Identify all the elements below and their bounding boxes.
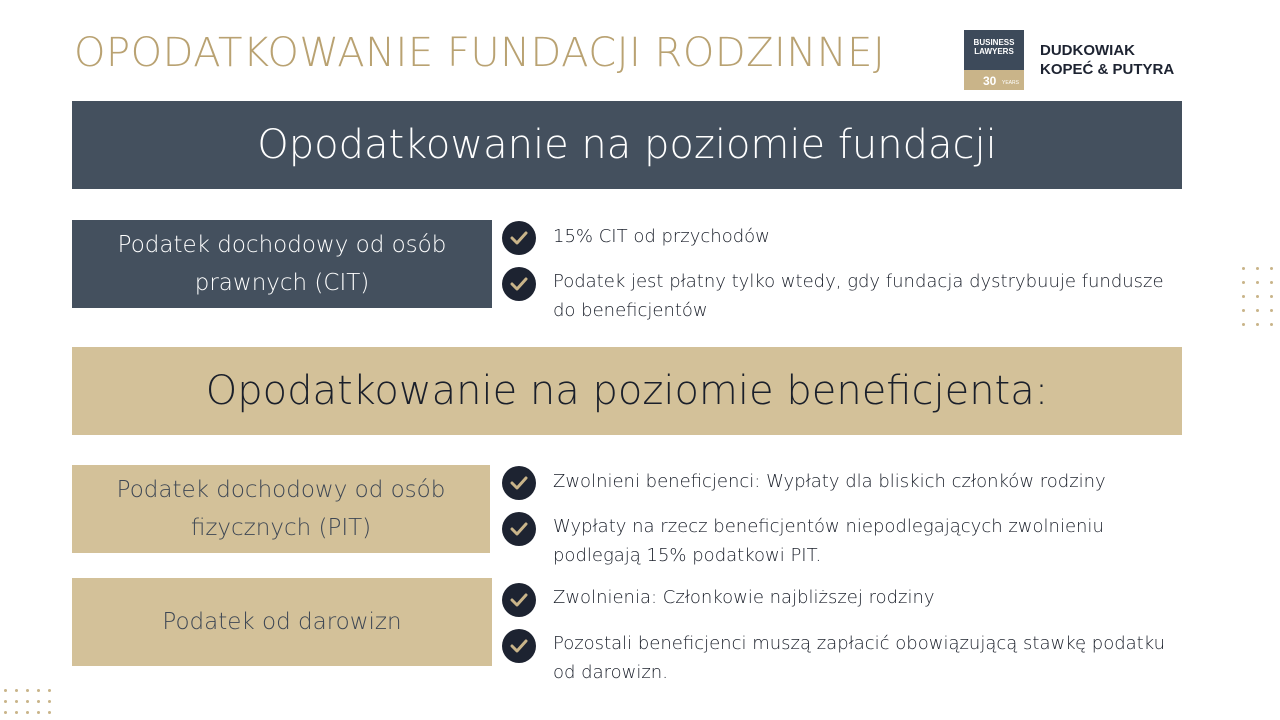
dot — [26, 700, 29, 703]
pit-label: Podatek dochodowy od osób fizycznych (PIT) — [116, 477, 446, 541]
logo-years-number: 30 — [983, 74, 997, 88]
gift-point-1: Zwolnienia: Członkowie najbliższej rodziny — [553, 587, 935, 608]
logo-line2: LAWYERS — [974, 47, 1014, 56]
dot — [1242, 281, 1245, 284]
gift-tax-label: Podatek od darowizn — [162, 609, 402, 635]
firm-name-line1: DUDKOWIAK — [1040, 42, 1135, 59]
dot — [1270, 295, 1273, 298]
cit-label: Podatek dochodowy od osób prawnych (CIT) — [117, 232, 447, 296]
dot — [1270, 267, 1273, 270]
dot-grid-icon — [4, 689, 74, 719]
dot — [1242, 267, 1245, 270]
dot — [48, 700, 51, 703]
check-circle-icon — [502, 512, 536, 546]
gift-point-2: Pozostali beneficjenci muszą zapłacić obowiązującą stawkę podatku od darowizn. — [553, 633, 1166, 683]
dot — [1256, 309, 1259, 312]
dot — [37, 711, 40, 714]
logo-years-word: YEARS — [1002, 80, 1019, 86]
business-lawyers-logo — [964, 30, 1024, 90]
dot — [1256, 323, 1259, 326]
dot — [1256, 295, 1259, 298]
check-circle-icon — [502, 629, 536, 663]
dot — [1242, 323, 1245, 326]
check-circle-icon — [502, 583, 536, 617]
check-circle-icon — [502, 466, 536, 500]
dot — [1270, 281, 1273, 284]
logo-line1: BUSINESS — [973, 38, 1015, 47]
dot — [1256, 281, 1259, 284]
pit-point-2: Wypłaty na rzecz beneficjentów niepodlegających zwolnieniu podlegają 15% podatkowi PIT. — [553, 516, 1104, 566]
pit-label-box — [72, 465, 490, 553]
check-circle-icon — [502, 221, 536, 255]
dot — [48, 689, 51, 692]
dot — [26, 689, 29, 692]
foundation-heading: Opodatkowanie na poziomie fundacji — [257, 122, 997, 168]
cit-point-1: 15% CIT od przychodów — [553, 226, 770, 247]
dot — [1242, 309, 1245, 312]
dot — [37, 700, 40, 703]
dot — [15, 689, 18, 692]
gift-tax-label-box — [72, 578, 492, 666]
pit-point-1: Zwolnieni beneficjenci: Wypłaty dla bliskich członków rodziny — [553, 471, 1106, 492]
dot — [1256, 267, 1259, 270]
dot — [1270, 323, 1273, 326]
dot — [1270, 309, 1273, 312]
cit-point-2: Podatek jest płatny tylko wtedy, gdy fundacja dystrybuuje fundusze do beneficjentów — [553, 271, 1164, 321]
dot-grid-icon — [1242, 267, 1280, 329]
dot — [26, 711, 29, 714]
firm-name-line2: KOPEĆ & PUTYRA — [1040, 61, 1175, 78]
dot — [37, 689, 40, 692]
dot — [4, 689, 7, 692]
firm-name — [1040, 41, 1174, 79]
page-title: OPODATKOWANIE FUNDACJI RODZINNEJ — [74, 30, 886, 76]
dot — [48, 711, 51, 714]
dot — [4, 700, 7, 703]
dot — [15, 700, 18, 703]
beneficiary-heading-bar — [72, 347, 1182, 435]
cit-label-box — [72, 220, 492, 308]
beneficiary-heading: Opodatkowanie na poziomie beneficjenta: — [205, 368, 1049, 414]
dot — [15, 711, 18, 714]
dot — [4, 711, 7, 714]
check-circle-icon — [502, 267, 536, 301]
dot — [1242, 295, 1245, 298]
foundation-heading-bar — [72, 101, 1182, 189]
